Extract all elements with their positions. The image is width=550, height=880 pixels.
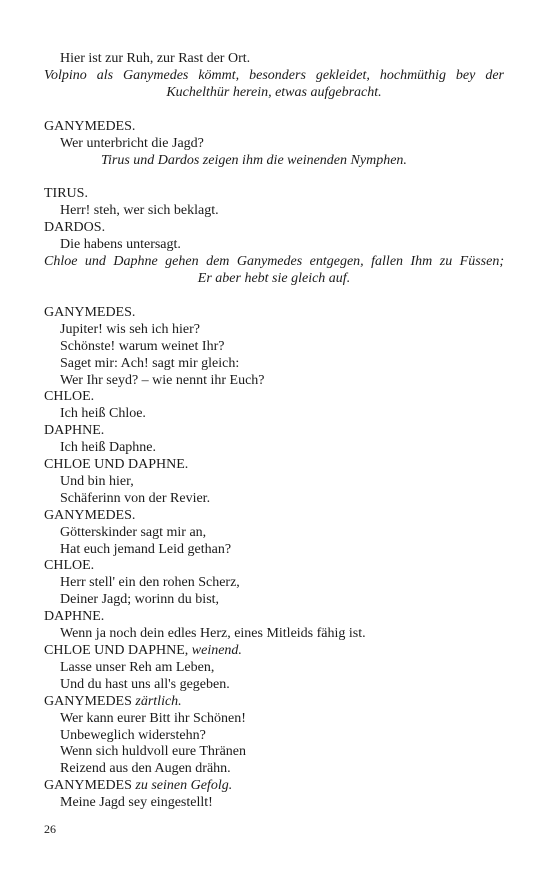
speaker-name: DAPHNE. (44, 609, 105, 625)
page-text (44, 51, 504, 812)
verse-line: Schönste! warum weinet Ihr? (60, 338, 225, 354)
verse-line: Lasse unser Reh am Leben, (60, 659, 215, 675)
verse-line: Ich heiß Chloe. (60, 406, 146, 422)
verse-line: Ich heiß Daphne. (60, 440, 157, 456)
stage-direction: Volpino als Ganymedes kömmt, besonders gekleidet, hochmüthig bey der (44, 67, 504, 83)
verse-line: Wer kann eurer Bitt ihr Schönen! (60, 710, 246, 726)
stage-direction: Er aber hebt sie gleich auf. (197, 270, 351, 286)
verse-line: Wer unterbricht die Jagd? (60, 135, 204, 151)
blank-line (44, 102, 504, 119)
speaker-name: CHLOE. (44, 389, 95, 405)
verse-line: Götterskinder sagt mir an, (60, 524, 207, 540)
verse-line: Wenn ja noch dein edles Herz, eines Mitleids fähig ist. (60, 626, 366, 642)
verse-line: Jupiter! wis seh ich hier? (60, 321, 200, 337)
speaker-name: CHLOE. (44, 558, 95, 574)
stage-direction-inline: weinend. (188, 643, 242, 658)
speaker-label: CHLOE UND DAPHNE, (44, 643, 189, 658)
speaker-label: GANYMEDES (44, 693, 132, 709)
verse-line: Hat euch jemand Leid gethan? (60, 541, 232, 557)
verse-line: Reizend aus den Augen drähn. (60, 761, 231, 777)
speaker-name: DARDOS. (44, 220, 106, 236)
verse-line: Die habens untersagt. (60, 237, 181, 253)
stage-direction-inline: zärtlich. (131, 693, 182, 709)
blank-line (44, 169, 504, 186)
verse-line: Wer Ihr seyd? – wie nennt ihr Euch? (60, 372, 265, 388)
page-number: 26 (44, 822, 56, 836)
stage-direction-inline: zu seinen Gefolg. (131, 778, 233, 794)
verse-line: Hier ist zur Ruh, zur Rast der Ort. (60, 51, 251, 66)
speaker-name: GANYMEDES. (44, 304, 136, 320)
speaker-name: CHLOE UND DAPHNE. (44, 457, 189, 473)
verse-line: Unbeweglich widerstehn? (60, 727, 206, 743)
speaker-name: TIRUS. (44, 186, 88, 202)
speaker-name (44, 778, 504, 795)
speaker-name: DAPHNE. (44, 423, 105, 439)
verse-line: Herr stell' ein den rohen Scherz, (60, 575, 240, 591)
blank-line (44, 288, 504, 305)
stage-direction: Chloe und Daphne gehen dem Ganymedes entgegen, fallen Ihm zu Füssen; (44, 254, 504, 270)
speaker-name: GANYMEDES. (44, 507, 136, 523)
verse-line: Und bin hier, (60, 473, 134, 489)
speaker-name (44, 643, 504, 660)
verse-line: Herr! steh, wer sich beklagt. (60, 203, 219, 219)
verse-line: Saget mir: Ach! sagt mir gleich: (60, 355, 240, 371)
stage-direction: Kuchelthür herein, etwas aufgebracht. (166, 84, 382, 100)
speaker-label: GANYMEDES (44, 778, 132, 794)
verse-line: Deiner Jagd; worinn du bist, (60, 592, 220, 608)
stage-direction: Tirus und Dardos zeigen ihm die weinenden Nymphen. (101, 152, 407, 168)
speaker-name (44, 694, 504, 711)
speaker-name: GANYMEDES. (44, 118, 136, 134)
verse-line: Wenn sich huldvoll eure Thränen (60, 744, 247, 760)
verse-line: Und du hast uns all's gegeben. (60, 676, 230, 692)
verse-line: Meine Jagd sey eingestellt! (60, 795, 213, 811)
verse-line: Schäferinn von der Revier. (60, 490, 211, 506)
